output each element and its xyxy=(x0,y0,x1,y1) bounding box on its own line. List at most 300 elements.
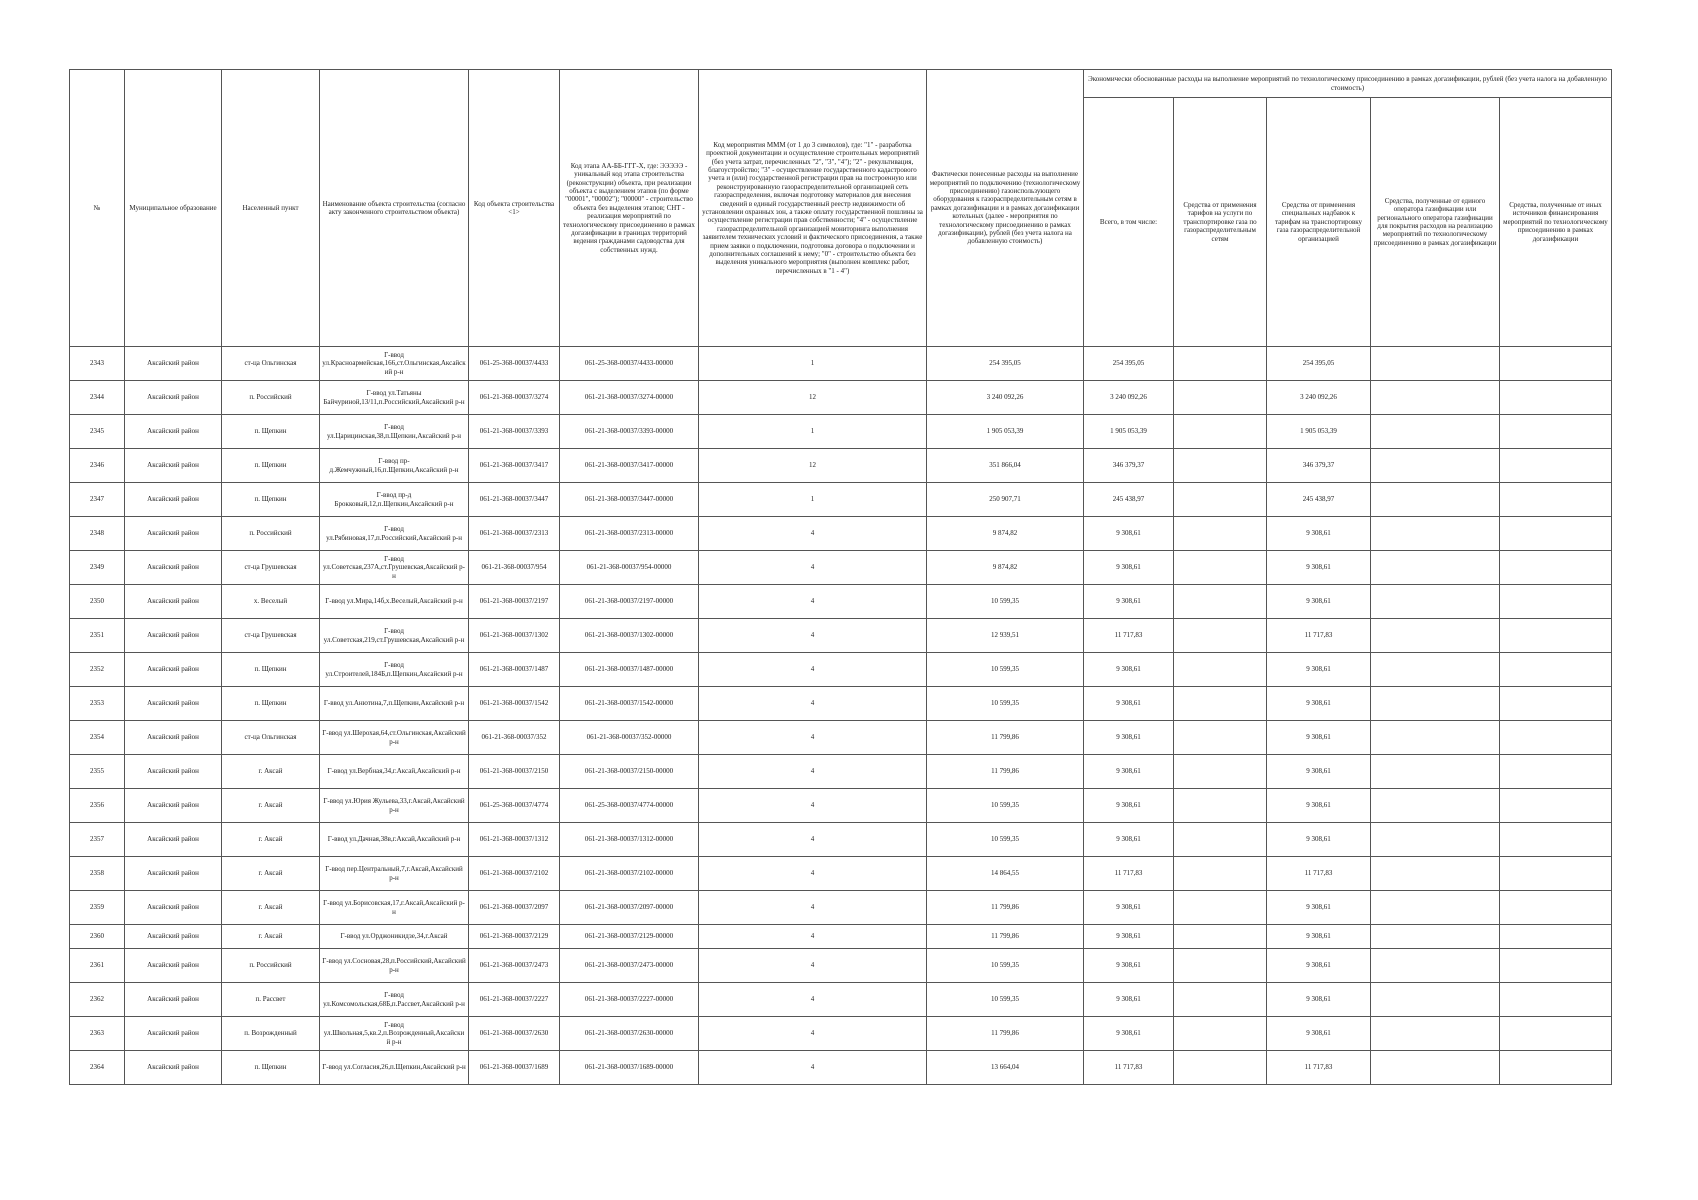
cell-municipality: Аксайский район xyxy=(125,789,222,823)
cell-municipality: Аксайский район xyxy=(125,347,222,381)
cell-object-name: Г-ввод ул.Школьная,5,кв.2,п.Возрожденный,Аксайский р-н xyxy=(320,1017,469,1051)
cell-object-name: Г-ввод ул.Красноармейская,166,ст.Ольгинская,Аксайский р-н xyxy=(320,347,469,381)
cell-settlement: ст-ца Грушевская xyxy=(222,619,320,653)
cell-tariff-transport xyxy=(1174,949,1267,983)
cell-stage-code: 061-21-368-00037/2313-00000 xyxy=(560,517,699,551)
header-econ-group: Экономически обоснованные расходы на выполнение мероприятий по технологическому присоединению в рамках догазификации, рублей (без учета налога на добавленную стоимость) xyxy=(1084,70,1612,98)
cell-tariff-transport xyxy=(1174,381,1267,415)
cell-total: 9 308,61 xyxy=(1084,517,1174,551)
cell-measure-code: 4 xyxy=(699,789,927,823)
cell-measure-code: 1 xyxy=(699,347,927,381)
cell-special-surcharge: 11 717,83 xyxy=(1267,619,1371,653)
cell-object-code: 061-21-368-00037/2150 xyxy=(469,755,560,789)
cell-stage-code: 061-25-368-00037/4433-00000 xyxy=(560,347,699,381)
cell-total: 9 308,61 xyxy=(1084,823,1174,857)
cell-special-surcharge: 9 308,61 xyxy=(1267,1017,1371,1051)
header-stage-code: Код этапа АА-ББ-ГГГ-Х, где: ЭЭЭЭЭ - уникальный код этапа строительства (реконструкции) объекта, при реализации объекта с выделением этапов (по форме "00001", "00002"); "00000" - строительство объекта без выделения этапов; СНТ - реализация мероприятий по технологическому присоединению в рамках догазификации в границах территорий ведения гражданами садоводства для собственных нужд. xyxy=(560,70,699,347)
cell-stage-code: 061-21-368-00037/3274-00000 xyxy=(560,381,699,415)
cell-single-operator xyxy=(1371,381,1500,415)
cell-object-name: Г-ввод ул.Анютина,7,п.Щепкин,Аксайский р-н xyxy=(320,687,469,721)
cell-stage-code: 061-21-368-00037/1312-00000 xyxy=(560,823,699,857)
cell-measure-code: 4 xyxy=(699,517,927,551)
cell-num: 2347 xyxy=(70,483,125,517)
cell-settlement: г. Аксай xyxy=(222,925,320,949)
cell-actual-costs: 10 599,35 xyxy=(927,789,1084,823)
cell-other-sources xyxy=(1500,925,1612,949)
cell-stage-code: 061-21-368-00037/2150-00000 xyxy=(560,755,699,789)
cell-actual-costs: 11 799,86 xyxy=(927,755,1084,789)
cell-other-sources xyxy=(1500,687,1612,721)
cell-municipality: Аксайский район xyxy=(125,949,222,983)
cell-single-operator xyxy=(1371,653,1500,687)
cell-object-name: Г-ввод ул.Царицинская,38,п.Щепкин,Аксайский р-н xyxy=(320,415,469,449)
table-row xyxy=(70,653,1612,687)
table-row xyxy=(70,347,1612,381)
cell-special-surcharge: 3 240 092,26 xyxy=(1267,381,1371,415)
cell-num: 2351 xyxy=(70,619,125,653)
cell-actual-costs: 1 905 053,39 xyxy=(927,415,1084,449)
cell-stage-code: 061-21-368-00037/1689-00000 xyxy=(560,1051,699,1085)
cell-actual-costs: 250 907,71 xyxy=(927,483,1084,517)
cell-measure-code: 4 xyxy=(699,551,927,585)
cell-other-sources xyxy=(1500,483,1612,517)
cell-special-surcharge: 9 308,61 xyxy=(1267,551,1371,585)
cell-other-sources xyxy=(1500,891,1612,925)
cell-actual-costs: 10 599,35 xyxy=(927,823,1084,857)
cell-total: 9 308,61 xyxy=(1084,653,1174,687)
cell-num: 2362 xyxy=(70,983,125,1017)
cell-object-name: Г-ввод ул.Дачная,38в,г.Аксай,Аксайский р-н xyxy=(320,823,469,857)
cell-object-code: 061-21-368-00037/3393 xyxy=(469,415,560,449)
cell-municipality: Аксайский район xyxy=(125,687,222,721)
cell-object-code: 061-21-368-00037/954 xyxy=(469,551,560,585)
cell-stage-code: 061-21-368-00037/2129-00000 xyxy=(560,925,699,949)
cell-num: 2357 xyxy=(70,823,125,857)
cell-municipality: Аксайский район xyxy=(125,823,222,857)
cell-special-surcharge: 9 308,61 xyxy=(1267,721,1371,755)
cell-tariff-transport xyxy=(1174,347,1267,381)
cell-object-name: Г-ввод ул.Татьяны Байчуриной,13/11,п.Российский,Аксайский р-н xyxy=(320,381,469,415)
cell-num: 2364 xyxy=(70,1051,125,1085)
cell-actual-costs: 11 799,86 xyxy=(927,925,1084,949)
cell-num: 2353 xyxy=(70,687,125,721)
cell-single-operator xyxy=(1371,1017,1500,1051)
cell-measure-code: 1 xyxy=(699,483,927,517)
cell-municipality: Аксайский район xyxy=(125,585,222,619)
cell-object-name: Г-ввод ул.Борисовская,17,г.Аксай,Аксайский р-н xyxy=(320,891,469,925)
cell-total: 9 308,61 xyxy=(1084,983,1174,1017)
cell-single-operator xyxy=(1371,687,1500,721)
cell-object-code: 061-21-368-00037/1312 xyxy=(469,823,560,857)
cell-total: 9 308,61 xyxy=(1084,949,1174,983)
header-measure-code: Код мероприятия ММM (от 1 до 3 символов), где: "1" - разработка проектной документации и осуществление строительных мероприятий (без учета затрат, перечисленных "2", "3", "4"); "2" - рекультивация, благоустройство; "3" - осуществление государственного кадастрового учета и (или) государственной регистрации прав на построенную или реконструированную газораспределительной организацией сеть газораспределения, включая подготовку материалов для внесения сведений в единый государственный реестр недвижимости об установлении охранных зон, а также оплату государственной пошлины за осуществление регистрации прав собственности; "4" - осуществление газораспределительной организацией мониторинга выполнения заявителем технических условий и фактического присоединения, а также прием заявки о подключении, подготовка договора о подключении и дополнительных соглашений к нему; "0" - строительство объекта без выделения уникального мероприятия (выполнен комплекс работ, перечисленных в "1 - 4") xyxy=(699,70,927,347)
cell-actual-costs: 12 939,51 xyxy=(927,619,1084,653)
cell-tariff-transport xyxy=(1174,483,1267,517)
cell-other-sources xyxy=(1500,1017,1612,1051)
cell-num: 2354 xyxy=(70,721,125,755)
cell-special-surcharge: 9 308,61 xyxy=(1267,789,1371,823)
header-num: № xyxy=(70,70,125,347)
cell-total: 9 308,61 xyxy=(1084,891,1174,925)
cell-num: 2344 xyxy=(70,381,125,415)
table-row xyxy=(70,721,1612,755)
cell-object-name: Г-ввод ул.Юрия Жульева,33,г.Аксай,Аксайский р-н xyxy=(320,789,469,823)
cell-other-sources xyxy=(1500,381,1612,415)
cell-num: 2343 xyxy=(70,347,125,381)
cell-measure-code: 4 xyxy=(699,755,927,789)
cell-object-name: Г-ввод ул.Советская,237А,ст.Грушевская,Аксайский р-н xyxy=(320,551,469,585)
table-row xyxy=(70,483,1612,517)
cell-other-sources xyxy=(1500,449,1612,483)
cell-settlement: ст-ца Ольгинская xyxy=(222,347,320,381)
cell-actual-costs: 9 874,82 xyxy=(927,517,1084,551)
cell-municipality: Аксайский район xyxy=(125,755,222,789)
cell-tariff-transport xyxy=(1174,925,1267,949)
cell-num: 2348 xyxy=(70,517,125,551)
cell-object-code: 061-21-368-00037/2313 xyxy=(469,517,560,551)
cell-tariff-transport xyxy=(1174,619,1267,653)
cell-measure-code: 4 xyxy=(699,823,927,857)
cell-tariff-transport xyxy=(1174,687,1267,721)
cell-special-surcharge: 9 308,61 xyxy=(1267,925,1371,949)
cell-actual-costs: 11 799,86 xyxy=(927,891,1084,925)
cell-object-code: 061-21-368-00037/1542 xyxy=(469,687,560,721)
cell-total: 1 905 053,39 xyxy=(1084,415,1174,449)
cell-other-sources xyxy=(1500,1051,1612,1085)
cell-stage-code: 061-21-368-00037/1542-00000 xyxy=(560,687,699,721)
cell-tariff-transport xyxy=(1174,755,1267,789)
cell-object-code: 061-21-368-00037/2630 xyxy=(469,1017,560,1051)
cell-tariff-transport xyxy=(1174,1017,1267,1051)
cell-object-name: Г-ввод ул.Орджоникидзе,34,г.Аксай xyxy=(320,925,469,949)
table-row xyxy=(70,687,1612,721)
cell-object-code: 061-21-368-00037/2227 xyxy=(469,983,560,1017)
cell-municipality: Аксайский район xyxy=(125,449,222,483)
cell-municipality: Аксайский район xyxy=(125,653,222,687)
cell-num: 2346 xyxy=(70,449,125,483)
cell-settlement: ст-ца Ольгинская xyxy=(222,721,320,755)
table-row xyxy=(70,823,1612,857)
cell-num: 2359 xyxy=(70,891,125,925)
cell-special-surcharge: 245 438,97 xyxy=(1267,483,1371,517)
table-row xyxy=(70,755,1612,789)
cell-municipality: Аксайский район xyxy=(125,517,222,551)
cell-object-code: 061-21-368-00037/2097 xyxy=(469,891,560,925)
cell-settlement: г. Аксай xyxy=(222,823,320,857)
cell-stage-code: 061-21-368-00037/954-00000 xyxy=(560,551,699,585)
cell-other-sources xyxy=(1500,789,1612,823)
cell-object-name: Г-ввод пер.Центральный,7,г.Аксай,Аксайский р-н xyxy=(320,857,469,891)
cell-municipality: Аксайский район xyxy=(125,415,222,449)
cell-single-operator xyxy=(1371,755,1500,789)
data-table xyxy=(69,69,1612,1085)
cell-actual-costs: 10 599,35 xyxy=(927,687,1084,721)
cell-measure-code: 12 xyxy=(699,381,927,415)
cell-object-name: Г-ввод ул.Мира,14б,х.Веселый,Аксайский р-н xyxy=(320,585,469,619)
header-other-sources: Средства, полученные от иных источников финансирования мероприятий по технологическому присоединению в рамках догазификации xyxy=(1500,98,1612,347)
cell-municipality: Аксайский район xyxy=(125,857,222,891)
cell-other-sources xyxy=(1500,823,1612,857)
cell-settlement: п. Рассвет xyxy=(222,983,320,1017)
cell-single-operator xyxy=(1371,891,1500,925)
cell-single-operator xyxy=(1371,585,1500,619)
table-row xyxy=(70,857,1612,891)
cell-total: 9 308,61 xyxy=(1084,1017,1174,1051)
cell-municipality: Аксайский район xyxy=(125,891,222,925)
cell-object-code: 061-21-368-00037/2129 xyxy=(469,925,560,949)
cell-tariff-transport xyxy=(1174,823,1267,857)
cell-stage-code: 061-21-368-00037/1487-00000 xyxy=(560,653,699,687)
cell-settlement: г. Аксай xyxy=(222,891,320,925)
cell-single-operator xyxy=(1371,1051,1500,1085)
table-row xyxy=(70,449,1612,483)
table-row xyxy=(70,983,1612,1017)
cell-measure-code: 4 xyxy=(699,687,927,721)
cell-num: 2363 xyxy=(70,1017,125,1051)
cell-stage-code: 061-21-368-00037/2102-00000 xyxy=(560,857,699,891)
cell-num: 2360 xyxy=(70,925,125,949)
cell-settlement: п. Щепкин xyxy=(222,1051,320,1085)
header-actual-costs: Фактически понесенные расходы на выполнение мероприятий по подключению (технологическому присоединению) газоиспользующего оборудования к газораспределительным сетям в рамках догазификации и в рамках догазификации котельных (далее - мероприятия по технологическому присоединению в рамках догазификации), рублей (без учета налога на добавленную стоимость) xyxy=(927,70,1084,347)
cell-single-operator xyxy=(1371,483,1500,517)
cell-measure-code: 4 xyxy=(699,983,927,1017)
cell-single-operator xyxy=(1371,721,1500,755)
header-object-code: Код объекта строительства <1> xyxy=(469,70,560,347)
cell-special-surcharge: 346 379,37 xyxy=(1267,449,1371,483)
cell-object-code: 061-21-368-00037/2473 xyxy=(469,949,560,983)
cell-special-surcharge: 9 308,61 xyxy=(1267,949,1371,983)
cell-single-operator xyxy=(1371,517,1500,551)
cell-measure-code: 4 xyxy=(699,721,927,755)
cell-actual-costs: 254 395,05 xyxy=(927,347,1084,381)
cell-municipality: Аксайский район xyxy=(125,483,222,517)
cell-municipality: Аксайский район xyxy=(125,925,222,949)
table-row xyxy=(70,949,1612,983)
cell-settlement: п. Щепкин xyxy=(222,483,320,517)
cell-single-operator xyxy=(1371,347,1500,381)
cell-settlement: п. Щепкин xyxy=(222,687,320,721)
cell-settlement: п. Российский xyxy=(222,517,320,551)
cell-other-sources xyxy=(1500,551,1612,585)
cell-object-code: 061-21-368-00037/2102 xyxy=(469,857,560,891)
table-row xyxy=(70,517,1612,551)
cell-object-name: Г-ввод ул.Вербная,34,г.Аксай,Аксайский р-н xyxy=(320,755,469,789)
cell-measure-code: 4 xyxy=(699,949,927,983)
cell-municipality: Аксайский район xyxy=(125,721,222,755)
cell-single-operator xyxy=(1371,983,1500,1017)
cell-object-code: 061-21-368-00037/3417 xyxy=(469,449,560,483)
table-row xyxy=(70,551,1612,585)
cell-num: 2355 xyxy=(70,755,125,789)
cell-measure-code: 4 xyxy=(699,857,927,891)
table-row xyxy=(70,1051,1612,1085)
header-tariff-transport: Средства от применения тарифов на услуги по транспортировке газа по газораспределительным сетям xyxy=(1174,98,1267,347)
cell-measure-code: 1 xyxy=(699,415,927,449)
cell-special-surcharge: 9 308,61 xyxy=(1267,983,1371,1017)
cell-settlement: п. Возрожденный xyxy=(222,1017,320,1051)
cell-object-name: Г-ввод пр-д.Жемчужный,16,п.Щепкин,Аксайский р-н xyxy=(320,449,469,483)
cell-tariff-transport xyxy=(1174,983,1267,1017)
cell-object-code: 061-25-368-00037/4433 xyxy=(469,347,560,381)
cell-actual-costs: 11 799,86 xyxy=(927,721,1084,755)
header-total: Всего, в том числе: xyxy=(1084,98,1174,347)
cell-object-name: Г-ввод ул.Согласия,26,п.Щепкин,Аксайский р-н xyxy=(320,1051,469,1085)
cell-num: 2345 xyxy=(70,415,125,449)
cell-object-name: Г-ввод ул.Комсомольская,68Б,п.Рассвет,Аксайский р-н xyxy=(320,983,469,1017)
cell-municipality: Аксайский район xyxy=(125,1051,222,1085)
cell-measure-code: 12 xyxy=(699,449,927,483)
cell-stage-code: 061-21-368-00037/2473-00000 xyxy=(560,949,699,983)
cell-settlement: п. Щепкин xyxy=(222,653,320,687)
cell-measure-code: 4 xyxy=(699,925,927,949)
cell-actual-costs: 14 864,55 xyxy=(927,857,1084,891)
cell-object-code: 061-21-368-00037/1689 xyxy=(469,1051,560,1085)
cell-single-operator xyxy=(1371,857,1500,891)
cell-actual-costs: 3 240 092,26 xyxy=(927,381,1084,415)
cell-measure-code: 4 xyxy=(699,1051,927,1085)
cell-stage-code: 061-21-368-00037/1302-00000 xyxy=(560,619,699,653)
cell-total: 254 395,05 xyxy=(1084,347,1174,381)
cell-special-surcharge: 11 717,83 xyxy=(1267,1051,1371,1085)
table-row xyxy=(70,585,1612,619)
cell-total: 9 308,61 xyxy=(1084,925,1174,949)
cell-single-operator xyxy=(1371,449,1500,483)
cell-stage-code: 061-21-368-00037/3393-00000 xyxy=(560,415,699,449)
cell-actual-costs: 10 599,35 xyxy=(927,983,1084,1017)
header-object-name: Наименование объекта строительства (согласно акту законченного строительством объекта) xyxy=(320,70,469,347)
cell-object-name: Г-ввод ул.Советская,219,ст.Грушевская,Аксайский р-н xyxy=(320,619,469,653)
cell-single-operator xyxy=(1371,619,1500,653)
cell-special-surcharge: 1 905 053,39 xyxy=(1267,415,1371,449)
header-single-operator: Средства, полученные от единого оператора газификации или регионального оператора газификации для покрытия расходов на реализацию мероприятий по технологическому присоединению в рамках догазификации xyxy=(1371,98,1500,347)
cell-num: 2356 xyxy=(70,789,125,823)
cell-municipality: Аксайский район xyxy=(125,1017,222,1051)
cell-settlement: п. Российский xyxy=(222,949,320,983)
cell-other-sources xyxy=(1500,415,1612,449)
cell-total: 3 240 092,26 xyxy=(1084,381,1174,415)
cell-single-operator xyxy=(1371,415,1500,449)
cell-tariff-transport xyxy=(1174,653,1267,687)
cell-actual-costs: 11 799,86 xyxy=(927,1017,1084,1051)
cell-other-sources xyxy=(1500,347,1612,381)
cell-actual-costs: 9 874,82 xyxy=(927,551,1084,585)
cell-other-sources xyxy=(1500,653,1612,687)
cell-settlement: ст-ца Грушевская xyxy=(222,551,320,585)
cell-total: 9 308,61 xyxy=(1084,789,1174,823)
cell-object-code: 061-21-368-00037/352 xyxy=(469,721,560,755)
cell-settlement: г. Аксай xyxy=(222,857,320,891)
cell-other-sources xyxy=(1500,857,1612,891)
cell-measure-code: 4 xyxy=(699,653,927,687)
cell-actual-costs: 351 866,04 xyxy=(927,449,1084,483)
cell-other-sources xyxy=(1500,619,1612,653)
cell-object-name: Г-ввод ул.Строителей,184Б,п.Щепкин,Аксайский р-н xyxy=(320,653,469,687)
cell-tariff-transport xyxy=(1174,517,1267,551)
cell-stage-code: 061-21-368-00037/2227-00000 xyxy=(560,983,699,1017)
cell-tariff-transport xyxy=(1174,415,1267,449)
cell-single-operator xyxy=(1371,949,1500,983)
cell-settlement: г. Аксай xyxy=(222,755,320,789)
cell-special-surcharge: 9 308,61 xyxy=(1267,653,1371,687)
cell-tariff-transport xyxy=(1174,449,1267,483)
cell-other-sources xyxy=(1500,517,1612,551)
table-header xyxy=(70,70,1612,347)
cell-total: 9 308,61 xyxy=(1084,551,1174,585)
cell-object-code: 061-21-368-00037/1487 xyxy=(469,653,560,687)
cell-stage-code: 061-21-368-00037/3447-00000 xyxy=(560,483,699,517)
header-municipality: Муниципальное образование xyxy=(125,70,222,347)
cell-other-sources xyxy=(1500,983,1612,1017)
cell-special-surcharge: 9 308,61 xyxy=(1267,755,1371,789)
cell-object-name: Г-ввод пр-д Брокковый,12,п.Щепкин,Аксайский р-н xyxy=(320,483,469,517)
cell-tariff-transport xyxy=(1174,721,1267,755)
cell-actual-costs: 10 599,35 xyxy=(927,949,1084,983)
cell-single-operator xyxy=(1371,551,1500,585)
cell-single-operator xyxy=(1371,823,1500,857)
cell-municipality: Аксайский район xyxy=(125,551,222,585)
cell-num: 2350 xyxy=(70,585,125,619)
cell-object-code: 061-25-368-00037/4774 xyxy=(469,789,560,823)
cell-special-surcharge: 254 395,05 xyxy=(1267,347,1371,381)
cell-other-sources xyxy=(1500,949,1612,983)
cell-measure-code: 4 xyxy=(699,585,927,619)
table-row xyxy=(70,619,1612,653)
cell-total: 9 308,61 xyxy=(1084,755,1174,789)
cell-other-sources xyxy=(1500,755,1612,789)
table-row xyxy=(70,415,1612,449)
cell-num: 2352 xyxy=(70,653,125,687)
cell-stage-code: 061-21-368-00037/2197-00000 xyxy=(560,585,699,619)
cell-other-sources xyxy=(1500,585,1612,619)
cell-special-surcharge: 9 308,61 xyxy=(1267,585,1371,619)
cell-municipality: Аксайский район xyxy=(125,381,222,415)
cell-settlement: п. Щепкин xyxy=(222,415,320,449)
cell-municipality: Аксайский район xyxy=(125,619,222,653)
cell-total: 11 717,83 xyxy=(1084,619,1174,653)
cell-other-sources xyxy=(1500,721,1612,755)
cell-tariff-transport xyxy=(1174,585,1267,619)
cell-measure-code: 4 xyxy=(699,891,927,925)
table-row xyxy=(70,1017,1612,1051)
cell-stage-code: 061-25-368-00037/4774-00000 xyxy=(560,789,699,823)
cell-total: 9 308,61 xyxy=(1084,687,1174,721)
cell-measure-code: 4 xyxy=(699,619,927,653)
cell-settlement: п. Щепкин xyxy=(222,449,320,483)
cell-special-surcharge: 9 308,61 xyxy=(1267,687,1371,721)
header-special-surcharge: Средства от применения специальных надбавок к тарифам на транспортировку газа газораспределительной организацией xyxy=(1267,98,1371,347)
cell-stage-code: 061-21-368-00037/2630-00000 xyxy=(560,1017,699,1051)
cell-settlement: г. Аксай xyxy=(222,789,320,823)
cell-actual-costs: 10 599,35 xyxy=(927,653,1084,687)
cell-num: 2358 xyxy=(70,857,125,891)
cell-tariff-transport xyxy=(1174,1051,1267,1085)
cell-object-code: 061-21-368-00037/3274 xyxy=(469,381,560,415)
cell-object-code: 061-21-368-00037/3447 xyxy=(469,483,560,517)
cell-tariff-transport xyxy=(1174,891,1267,925)
cell-special-surcharge: 9 308,61 xyxy=(1267,891,1371,925)
cell-total: 11 717,83 xyxy=(1084,1051,1174,1085)
cell-settlement: п. Российский xyxy=(222,381,320,415)
cell-single-operator xyxy=(1371,925,1500,949)
cell-num: 2361 xyxy=(70,949,125,983)
cell-single-operator xyxy=(1371,789,1500,823)
cell-special-surcharge: 9 308,61 xyxy=(1267,823,1371,857)
table-body xyxy=(70,347,1612,1085)
cell-measure-code: 4 xyxy=(699,1017,927,1051)
cell-special-surcharge: 11 717,83 xyxy=(1267,857,1371,891)
cell-municipality: Аксайский район xyxy=(125,983,222,1017)
cell-stage-code: 061-21-368-00037/3417-00000 xyxy=(560,449,699,483)
